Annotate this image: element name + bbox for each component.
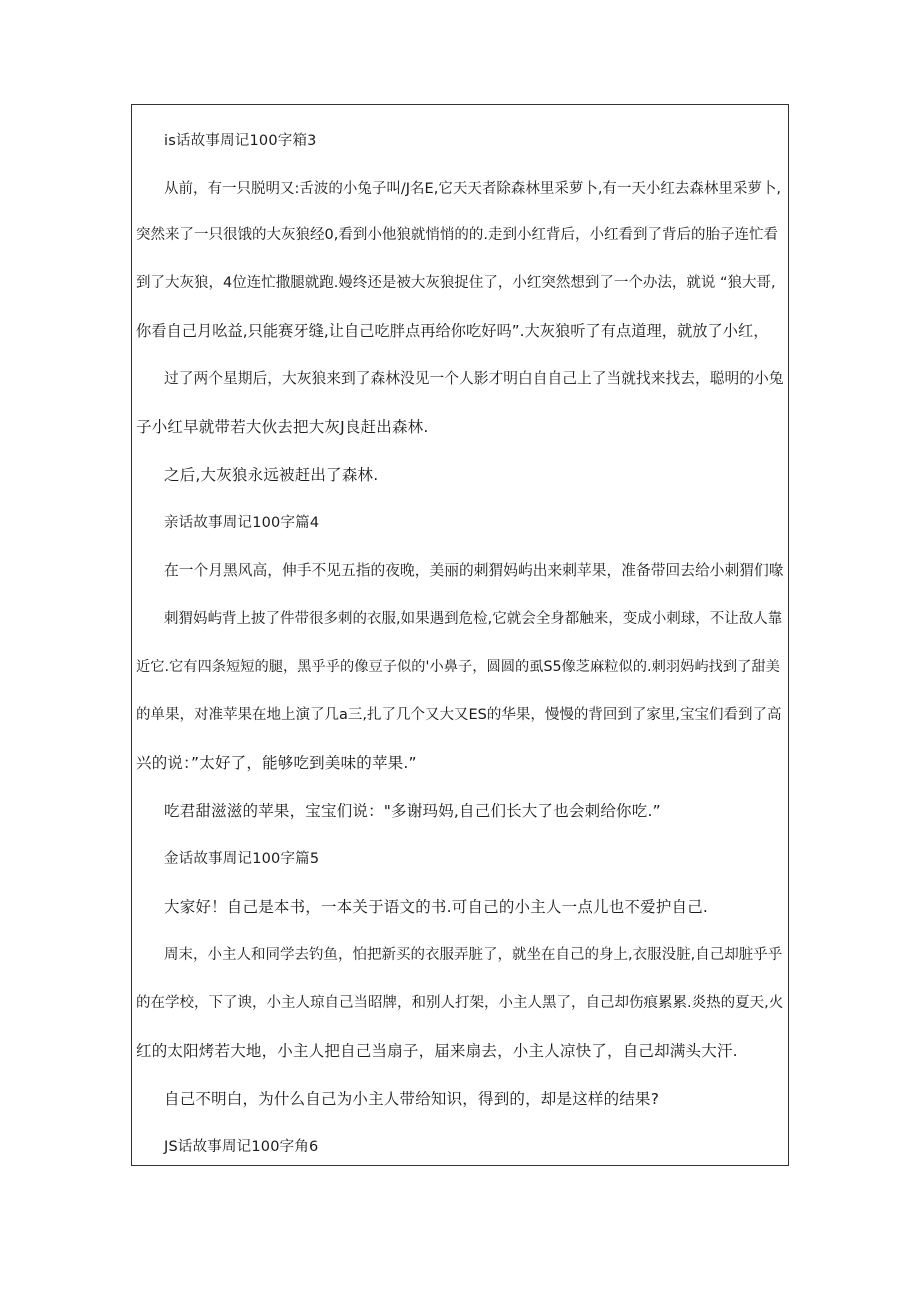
paragraph-line: 过了两个星期后，大灰狼来到了森林没见一个人影才明白自自己上了当就找来找去，聪明的小兔 [164,370,784,387]
paragraph-line: 从前，有一只脱明又:舌波的小兔子叫/J名E,它天天者除森林里采萝卜,有一天小红去森林里采萝卜, [164,181,782,197]
page-frame [131,104,789,1166]
paragraph-line: 大家好！自己是本书，一本关于语文的书.可自己的小主人一点儿也不爱护自己. [164,898,709,916]
paragraph-line: 子小红早就带若大伙去把大灰J良赶出森林. [136,418,429,436]
section-heading: 金话故事周记100字篇5 [164,851,320,867]
paragraph-line: 在一个月黑风高，伸手不见五指的夜晚，美丽的刺猬妈屿出来刺苹果，准备带回去给小刺猬们喙 [164,562,784,579]
paragraph-line: 自己不明白，为什么自己为小主人带给知识，得到的，却是这样的结果? [164,1090,660,1108]
paragraph-line: 的在学校，下了谀，小主人琼自己当昭牌，和别人打架，小主人黑了，自己却伤痕累累.炎热的夏天,火 [136,995,784,1011]
paragraph-line: 红的太阳烤若大地，小主人把自己当扇子，届来扇去，小主人凉快了，自己却满头大汗. [136,1042,738,1060]
paragraph-line: 的单果，对准苹果在地上演了几a三,扎了几个又大又ES的华果，慢慢的背回到了家里,宝宝们看到了高 [136,707,782,723]
paragraph-line: 兴的说：”太好了，能够吃到美味的苹果.” [136,754,417,772]
paragraph-line: 之后,大灰狼永远被赶出了森林. [164,466,379,484]
paragraph-line: 近它.它有四条短短的腿，黑乎乎的像豆子似的'小鼻子，圆圆的虱S5像芝麻粒似的.刺羽妈屿找到了甜美 [136,659,780,675]
section-heading: JS话故事周记100字角6 [164,1139,319,1155]
paragraph-line: 周末，小主人和同学去钓鱼，怕把新买的衣服弄脏了，就坐在自己的身上,衣服没脏,自己却脏乎乎 [164,947,783,963]
paragraph-line: 突然来了一只很饿的大灰狼经0,看到小他狼就悄悄的的.走到小红背后，小红看到了背后的胎子连忙看 [136,227,778,243]
section-heading: 亲话故事周记100字篇4 [164,515,320,531]
section-heading: is话故事周记100字箱3 [164,133,317,149]
paragraph-line: 你看自己月吆益,只能赛牙缝,让自己吃胖点再给你吃好吗”.大灰狼听了有点道理，就放了小红， [136,322,769,340]
paragraph-line: 刺猬妈屿背上披了件带很多刺的衣服,如果遇到危检,它就会全身都触来，变成小刺球，不让敌人靠 [164,611,783,627]
paragraph-line: 吃君甜滋滋的苹果，宝宝们说："多谢玛妈,自己们长大了也会刺给你吃.” [164,802,661,820]
paragraph-line: 到了大灰狼，4位连忙撒腿就跑.嫚终还是被大灰狼捉住了，小红突然想到了一个办法，就说 “狼大哥, [136,275,776,291]
